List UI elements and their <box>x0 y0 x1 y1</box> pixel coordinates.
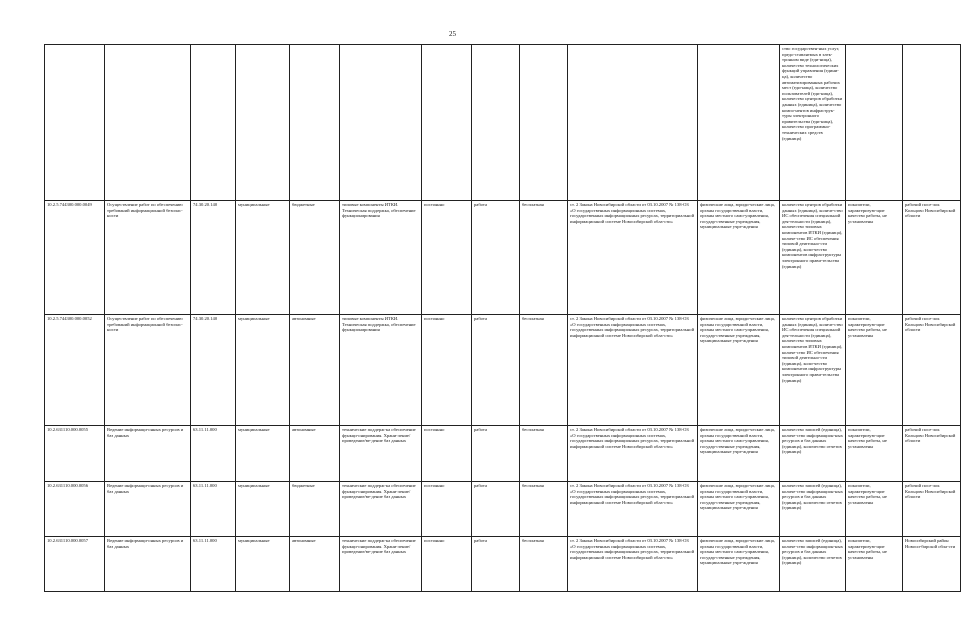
cell-okved: 74.30.20.140 <box>191 201 236 315</box>
cell-institution-type <box>290 45 340 201</box>
registry-table-body <box>45 45 961 592</box>
continued-row <box>45 45 961 201</box>
cell-content <box>340 45 422 201</box>
cell-volume-indicators: количество записей (единица), количе-ство информацион-ных ресурсов и баз данных (единица), количество отчетов (единица) <box>780 426 846 482</box>
cell-work-name: Ведение информаци-онных ресурсов и баз данных <box>105 537 191 592</box>
cell-institution-type: автономные <box>290 426 340 482</box>
cell-kind: работа <box>472 482 520 537</box>
cell-content: типовые компоненты ИТКИ. Техническая поддержка, обеспечение функционирования <box>340 201 422 315</box>
cell-territory: рабочий посе-лок Кольцово Новосибирской области <box>903 426 961 482</box>
cell-work-name <box>105 45 191 201</box>
cell-content: технические поддерж-ка обеспечение функци-онирования. Храни-ление/проведение/ве-дение баз данных <box>340 537 422 592</box>
cell-consumers: физические лица, юриди-ческие лица, органы государственной власти, органы местного само-управления, государ-ственные учреждения, муниципальные учре-ждения <box>698 201 780 315</box>
cell-work-name: Осуществление работ по обеспечению требований информационной безопас-ности <box>105 315 191 426</box>
cell-frequency: постоянно <box>422 482 472 537</box>
cell-volume-indicators: количество записей (единица), количе-ство информацион-ных ресурсов и баз данных (единица), количество отчетов (единица) <box>780 537 846 592</box>
cell-code <box>45 45 105 201</box>
cell-payment: бесплатная <box>520 426 568 482</box>
cell-institution-type: автономные <box>290 537 340 592</box>
cell-okved <box>191 45 236 201</box>
cell-institution-type: автономные <box>290 315 340 426</box>
cell-payment: бесплатная <box>520 537 568 592</box>
cell-quality-indicators: показатели, характеризую-щие качество работы, не установлены <box>846 201 903 315</box>
cell-frequency: постоянно <box>422 201 472 315</box>
cell-institution-type: бюджетные <box>290 482 340 537</box>
cell-institution-level: муниципальные <box>236 426 290 482</box>
cell-territory: рабочий посе-лок Кольцово Новосибирской области <box>903 482 961 537</box>
cell-institution-level: муниципальные <box>236 315 290 426</box>
cell-payment: бесплатная <box>520 201 568 315</box>
cell-consumers: физические лица, юриди-ческие лица, органы государственной власти, органы местного само-управления, государ-ственные учреждения, муниципальные учре-ждения <box>698 537 780 592</box>
cell-legal-basis: ст. 2 Закона Новосибирской области от 03.10.2007 № 138-ОЗ «О государственных информационных системах, государственных информационных ресурсах, территориальной информационной системе Новосибирской обла-сти» <box>568 315 698 426</box>
cell-institution-level: муниципальные <box>236 482 290 537</box>
cell-okved: 74.30.20.140 <box>191 315 236 426</box>
cell-frequency: постоянно <box>422 315 472 426</box>
cell-payment: бесплатная <box>520 315 568 426</box>
cell-payment <box>520 45 568 201</box>
cell-legal-basis: ст. 2 Закона Новосибирской области от 03.10.2007 № 138-ОЗ «О государственных информационных системах, государственных информационных ресурсах, территориальной информационной системе Новосибирской обла-сти» <box>568 537 698 592</box>
cell-okved: 63.11.11.000 <box>191 426 236 482</box>
cell-quality-indicators <box>846 45 903 201</box>
cell-work-name: Ведение информаци-онных ресурсов и баз данных <box>105 426 191 482</box>
cell-content: типовые компоненты ИТКИ. Техническая поддержка, обеспечение функционирования <box>340 315 422 426</box>
cell-territory: Новосибирский район Новоси-бирской обла-сти <box>903 537 961 592</box>
cell-consumers: физические лица, юриди-ческие лица, органы государственной власти, органы местного само-управления, государ-ственные учреждения, муниципальные учре-ждения <box>698 482 780 537</box>
cell-code: 10.2.631110.000.0057 <box>45 537 105 592</box>
table-row <box>45 482 961 537</box>
table-row <box>45 537 961 592</box>
cell-volume-indicators: количество центров обработки данных (единица), количе-ство ИС обеспечения специальной дея-тельности (единица), количество типовых компонентов ИТКИ (единица), количе-ство ИС обеспечения типовой деятельно-сти (единица), коли-чество компонентов инфраструктуры электронного прави-тельства (единица) <box>780 315 846 426</box>
cell-payment: бесплатная <box>520 482 568 537</box>
cell-territory: рабочий посе-лок Кольцово Новосибирской области <box>903 201 961 315</box>
cell-volume-indicators: ство государствен-ных услуг, предо-ставляемых в элек-тронном виде (еди-ница), количество технологических функций управления (едини-ца), количество автоматизированных рабочих мест (еди-ница), количество пользователей (еди-ница), количество центров обработки данных (единица), количество компо-нентов инфраструк-туры электронного правительства (еди-ница), количество программно-технических средств (единица) <box>780 45 846 201</box>
cell-institution-level <box>236 45 290 201</box>
cell-frequency: постоянно <box>422 426 472 482</box>
cell-code: 10.2.5.744300.000.0052 <box>45 315 105 426</box>
cell-territory <box>903 45 961 201</box>
cell-consumers: физические лица, юриди-ческие лица, органы государственной власти, органы местного само-управления, государ-ственные учреждения, муниципальные учре-ждения <box>698 426 780 482</box>
cell-volume-indicators: количество записей (единица), количе-ство информацион-ных ресурсов и баз данных (единица), количество отчетов (единица) <box>780 482 846 537</box>
cell-quality-indicators: показатели, характеризую-щие качество работы, не установлены <box>846 537 903 592</box>
cell-quality-indicators: показатели, характеризую-щие качество работы, не установлены <box>846 315 903 426</box>
cell-work-name: Ведение информаци-онных ресурсов и баз данных <box>105 482 191 537</box>
cell-okved: 63.11.11.000 <box>191 482 236 537</box>
cell-code: 10.2.631110.000.0055 <box>45 426 105 482</box>
cell-frequency: постоянно <box>422 537 472 592</box>
cell-content: технические поддерж-ка обеспечение функци-онирования. Храни-ление/проведение/ве-дение баз данных <box>340 426 422 482</box>
cell-consumers <box>698 45 780 201</box>
cell-kind: работа <box>472 537 520 592</box>
cell-territory: рабочий посе-лок Кольцово Новосибирской области <box>903 315 961 426</box>
table-row <box>45 315 961 426</box>
cell-kind: работа <box>472 315 520 426</box>
cell-okved: 63.11.11.000 <box>191 537 236 592</box>
cell-kind: работа <box>472 426 520 482</box>
cell-quality-indicators: показатели, характеризую-щие качество работы, не установлены <box>846 426 903 482</box>
cell-legal-basis: ст. 2 Закона Новосибирской области от 03.10.2007 № 138-ОЗ «О государственных информационных системах, государственных информационных ресурсах, территориальной информационной системе Новосибирской обла-сти» <box>568 426 698 482</box>
cell-work-name: Осуществление работ по обеспечению требований информационной безопас-ности <box>105 201 191 315</box>
cell-quality-indicators: показатели, характеризую-щие качество работы, не установлены <box>846 482 903 537</box>
cell-consumers: физические лица, юриди-ческие лица, органы государственной власти, органы местного само-управления, государ-ственные учреждения, муниципальные учре-ждения <box>698 315 780 426</box>
registry-table <box>44 44 961 592</box>
cell-volume-indicators: количество центров обработки данных (единица), количе-ство ИС обеспечения специальной дея-тельности (единица), количество типовых компонентов ИТКИ (единица), количе-ство ИС обеспечения типовой деятельно-сти (единица), коли-чество компонентов инфраструктуры электронного прави-тельства (единица) <box>780 201 846 315</box>
cell-legal-basis: ст. 2 Закона Новосибирской области от 03.10.2007 № 138-ОЗ «О государственных информационных системах, государственных информационных ресурсах, территориальной информационной системе Новосибирской обла-сти» <box>568 201 698 315</box>
cell-code: 10.2.5.744300.000.0049 <box>45 201 105 315</box>
cell-content: технические поддерж-ка обеспечение функци-онирования. Храни-ление/проведение/ве-дение баз данных <box>340 482 422 537</box>
cell-institution-level: муниципальные <box>236 201 290 315</box>
cell-institution-level: муниципальные <box>236 537 290 592</box>
cell-kind <box>472 45 520 201</box>
cell-legal-basis: ст. 2 Закона Новосибирской области от 03.10.2007 № 138-ОЗ «О государственных информационных системах, государственных информационных ресурсах, территориальной информационной системе Новосибирской обла-сти» <box>568 482 698 537</box>
cell-legal-basis <box>568 45 698 201</box>
cell-frequency <box>422 45 472 201</box>
cell-institution-type: бюджетные <box>290 201 340 315</box>
cell-kind: работа <box>472 201 520 315</box>
cell-code: 10.2.631110.000.0056 <box>45 482 105 537</box>
page-number: 25 <box>449 30 456 38</box>
table-row <box>45 201 961 315</box>
table-row <box>45 426 961 482</box>
